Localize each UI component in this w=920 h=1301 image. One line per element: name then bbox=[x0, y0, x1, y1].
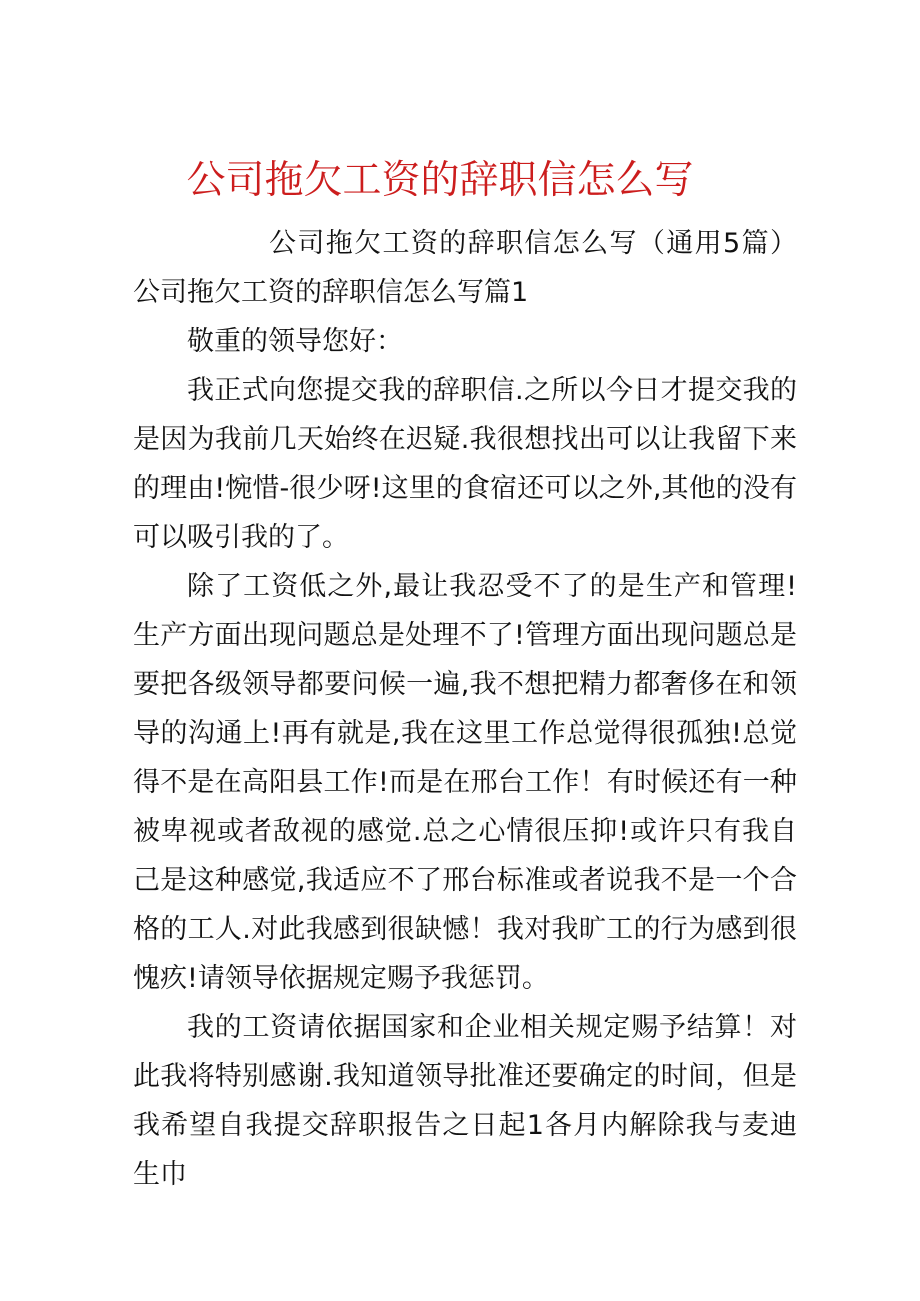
body-paragraph: 除了工资低之外,最让我忍受不了的是生产和管理!生产方面出现问题总是处理不了!管理方面出现问题总是要把各级领导都要问候一遍,我不想把精力都奢侈在和领导的沟通上!再有就是,我在这里工作总觉得很孤独!总觉得不是在高阳县工作!而是在邢台工作！有时候还有一种被卑视或者敌视的感觉.总之心情很压抑!或许只有我自己是这种感觉,我适应不了邢台标准或者说我不是一个合格的工人.对此我感到很缺憾！我对我旷工的行为感到很愧疚!请领导依据规定赐予我惩罚。 bbox=[133, 571, 797, 994]
document-subtitle: 公司拖欠工资的辞职信怎么写（通用5篇）公司拖欠工资的辞职信怎么写篇1 bbox=[133, 228, 797, 308]
body-paragraph: 我的工资请依据国家和企业相关规定赐予结算！对此我将特别感谢.我知道领导批准还要确定的时间，但是我希望自我提交辞职报告之日起1各月内解除我与麦迪生巾 bbox=[133, 1012, 797, 1190]
document-body bbox=[133, 219, 797, 1199]
document-title: 公司拖欠工资的辞职信怎么写 bbox=[186, 158, 694, 203]
body-paragraph: 我正式向您提交我的辞职信.之所以今日才提交我的是因为我前几天始终在迟疑.我很想找出可以让我留下来的理由!惋惜-很少呀!这里的食宿还可以之外,其他的没有可以吸引我的了。 bbox=[133, 375, 797, 553]
salutation-paragraph: 敬重的领导您好： bbox=[187, 326, 403, 357]
